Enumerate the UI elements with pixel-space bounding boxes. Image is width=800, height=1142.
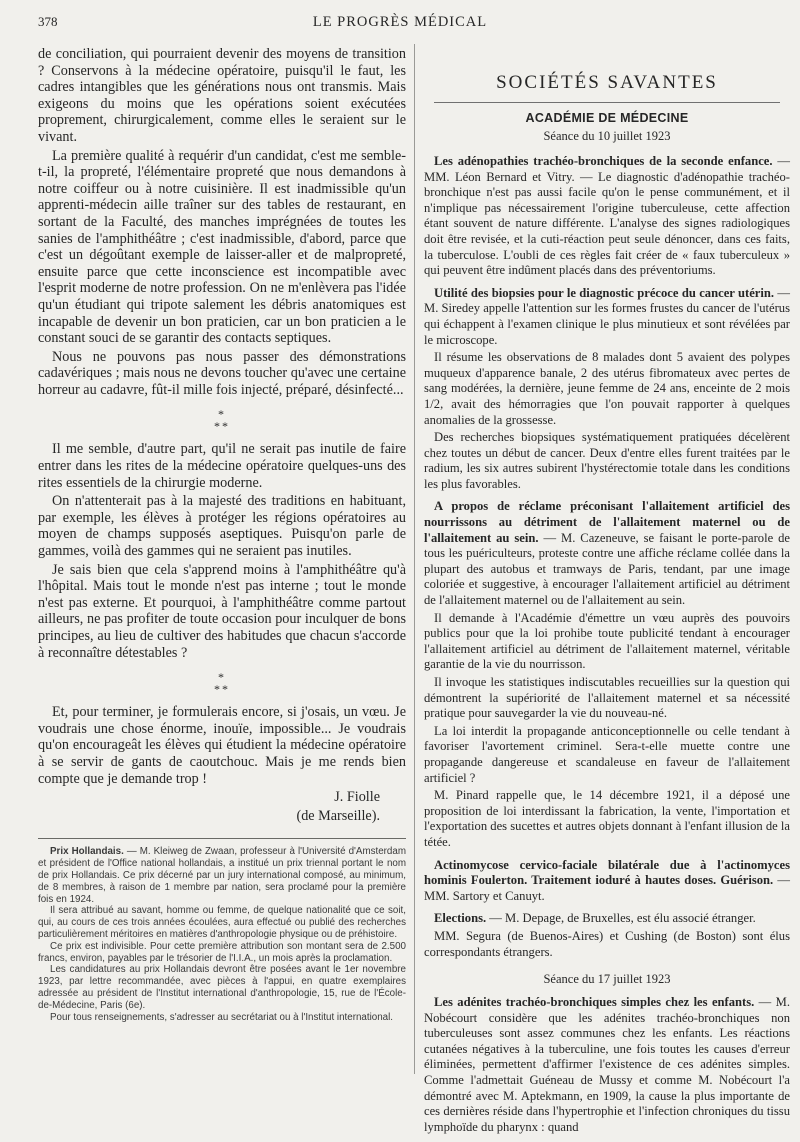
signature-name: J. Fiolle [334,789,380,806]
report-heading: Les adénites trachéo-bronchiques simples chez les enfants. [434,995,755,1010]
title-rule [434,102,780,103]
report-paragraph: La loi interdit la propagande anticonceptionnelle ou celle tendant à favoriser l'avortement criminel. Sera-t-elle muette contre une propagande dangereuse et scandaleuse en faveur de l'allaitement artificiel ? [424,723,790,785]
report-paragraph: Des recherches biopsiques systématiquement pratiquées décelèrent chez toutes un début de cancer. Deux d'entre elles furent traitées par le radium, les six autres subirent l'hystérectomie totale dans les conditions les plus favorables. [424,430,790,491]
page-number: 378 [38,14,58,29]
report-paragraph: MM. Segura (de Buenos-Aires) et Cushing (de Boston) sont élus correspondants étrangers. [424,928,790,959]
report-text: — MM. Sartory et Canuyt. [424,873,790,903]
paragraph: On n'attenterait pas à la majesté des traditions en habituant, par exemple, les élèves à protéger les régions opératoires au moyen de champs supposés aseptiques. Puisqu'on parle de gammes, voilà des gammes qui ne seraient pas inutiles. [38,493,406,560]
paragraph: Nous ne pouvons pas nous passer des démonstrations cadavériques ; mais nous ne devons toucher qu'avec une certaine horreur au cadavre, fût-il mille fois injecté, préparé, désinfecté... [38,348,406,398]
academy-heading: ACADÉMIE DE MÉDECINE [525,111,689,125]
paragraph: de conciliation, qui pourraient devenir des moyens de transition ? Conservons à la médecine opératoire, puisqu'il le faut, les cadres intangibles que les générations nous ont transmis. Mais exigeons du moins que les opérations soient exécutées proprement, chirurgicalement, comme elles le seraient sur le vivant. [38,46,406,145]
report-paragraph: Il invoque les statistiques indiscutables recueillies sur la question qui démontrent la supériorité de l'allaitement maternel et sa nécessité pratique pour sauvegarder la vie du nouveau-né. [424,675,790,721]
report-text: — MM. Léon Bernard et Vitry. — Le diagnostic d'adénopathie trachéo-bronchique n'est pas aussi facile qu'on le pense communément, et il n'implique pas nécessairement l'origine tuberculeuse, cette affection étant souvent de nature différente. L'analyse des signes radiologiques doit être revisée, et la cuti-réaction peut seule dénoncer, dans ces faits, la tuberculose. L'oubli de ces règles fait créer de « faux tuberculeux » qui peuvent être indûment placés dans des préventoriums. [424,154,790,278]
footnote-paragraph [38,846,406,905]
paragraph: Je sais bien que cela s'apprend moins à l'amphithéâtre qu'à l'hôpital. Mais tout le monde n'est pas interne ; tout le monde n'est pas externe. Et pourquoi, à l'amphithéâtre comme partout ailleurs, ne pas profiter de toute occasion pour inculquer de bons principes, au lieu de cultiver des habitudes que chacun s'accorde à reconnaître détestables ? [38,561,406,661]
report-paragraph: Il demande à l'Académie d'émettre un vœu auprès des pouvoirs publics pour que la loi prohibe toute publicité tendant à encourager l'allaitement artificiel au détriment de l'allaitement maternel, véritable garantie de la vie du nourrisson. [424,610,790,672]
session-date: Séance du 10 juillet 1923 [543,129,671,143]
footnote-paragraph: Les candidatures au prix Hollandais devront être posées avant le 1er novembre 1923, par lettre recommandée, avec pièces à l'appui, en quatre exemplaires adressée au président de l'Institut international d'anthropologie, 15, rue de l'École-de-Médecine, Paris (6e). [38,964,406,1011]
left-column [38,46,406,1023]
footnote-title: Prix Hollandais. [50,846,124,858]
asterism: * ** [214,670,230,697]
report-paragraph [424,286,790,348]
report-heading: Les adénopathies trachéo-bronchiques de la seconde enfance. [434,154,773,168]
report-paragraph [424,858,790,905]
session-date: Séance du 17 juillet 1923 [543,972,671,987]
footnote-paragraph: Il sera attribué au savant, homme ou femme, de quelque nationalité que ce soit, qui, au cours de ces trois années écoulées, aura effectué ou publié des recherches particulièrement méritoires en matières d'anthropologie physique ou de préhistoire. [38,905,406,940]
report-paragraph [424,499,790,608]
report-paragraph: M. Pinard rappelle que, le 14 décembre 1921, il a déposé une proposition de loi interdissant la fabrication, la vente, l'importation et l'exportation des sucettes et autres objets donnant à l'enfant illusion de la tétée. [424,788,790,849]
running-head: LE PROGRÈS MÉDICAL [312,14,488,30]
report-heading: Utilité des biopsies pour le diagnostic précoce du cancer utérin. [434,285,775,300]
report-text: — M. Cazeneuve, se faisant le porte-parole de tous les puériculteurs, proteste contre une affiche réclame collée dans la plupart des autobus et tramways de Paris, tendant, par une image coloriée et suggestive, à encourager l'allaitement artificiel au détriment de l'allaitement maternel ou de l'allaitement au sein. [424,530,790,608]
report-heading: Elections. [434,911,487,926]
signature-place: (de Marseille). [296,807,380,824]
footnote [38,846,406,1023]
column-divider [414,44,415,1074]
footnote-text: — M. Kleiweg de Zwaan, professeur à l'Université d'Amsterdam et président de l'Office national hollandais, a institué un prix triennal portant le nom de prix Hollandais. Ce prix décerné par un jury international composé, au minimum, de 8 membres, à raison de 1 membre par nation, sera proclamé pour la première fois en 1924. [38,846,406,905]
report-paragraph [424,995,790,1135]
report-paragraph [424,911,790,927]
paragraph: La première qualité à requérir d'un candidat, c'est me semble-t-il, la propreté, l'élémentaire propreté que nous demandons à notre coiffeur ou à notre cuisinière. Il est inadmissible qu'un apprenti-médecin aille traîner sur des tables de restaurant, en sortant de la Faculté, des manches imprégnées de toutes les sanies de l'amphithéâtre ; c'est inadmissible, d'abord, parce que c'est un dégoûtant exemple de laisser-aller et de malpropreté, ensuite parce que cette inconscience est incompatible avec l'esprit moderne de notre profession. On ne m'enlèvera pas l'idée qu'un étudiant qui tripote salement les débris anatomiques est incapable de devenir un bon praticien, car un bon praticien a le constant souci de se garantir des contacts septiques. [38,147,406,347]
paragraph: Et, pour terminer, je formulerais encore, si j'osais, un vœu. Je voudrais une chose énorme, inouïe, impossible... Je voudrais qu'on encourageât les élèves qui étudient la médecine opératoire à se servir de gants de caoutchouc. Mais je me rends bien compte que je demande trop ! [38,704,406,787]
report-heading: Actinomycose cervico-faciale bilatérale due à l'actinomyces hominis Foulerton. Traitement ioduré à hautes doses. Guérison. [424,857,790,888]
footnote-paragraph: Pour tous renseignements, s'adresser au secrétariat ou à l'Institut international. [50,1011,394,1023]
report-text: — M. Depage, de Bruxelles, est élu associé étranger. [486,911,756,926]
asterism: * ** [214,407,230,434]
paragraph: Il me semble, d'autre part, qu'il ne serait pas inutile de faire entrer dans les rites de la médecine opératoire quelques-uns des rites essentiels de la chirurgie moderne. [38,441,406,491]
report-paragraph: Il résume les observations de 8 malades dont 5 avaient des polypes muqueux d'apparence banale, 2 des utérus fibromateux avec pertes de sang modérées, la dernière, jeune femme de 24 ans, enceinte de 2 mois 1/2, avait des hémorragies que l'on pouvait rapporter à quelques anomalies de la grossesse. [424,350,790,427]
footnote-paragraph: Ce prix est indivisible. Pour cette première attribution son montant sera de 2.500 francs, environ, payables par le trésorier de l'I.I.A., un mois après la proclamation. [38,940,406,964]
report-text: — M. Nobécourt considère que les adénites trachéo-bronchiques non tuberculeuses sont assez communes chez les enfants. Les réactions cutanées négatives à la tuberculine, une fois toutes les causes d'erreur éliminées, permettent d'affirmer l'existence de ces adénites simples. Comme l'admettait Guéneau de Mussy et comme M. Nobécourt l'a démontré avec M. Aptekmann, en 1909, la cause la plus importante de ces dernières réside dans l'hypertrophie et l'infection chroniques du tissu lymphoïde du pharynx : quand [424,995,790,1134]
section-title: SOCIÉTÉS SAVANTES [496,72,718,93]
right-column [424,46,790,1142]
report-paragraph [424,154,790,279]
report-heading: A propos de réclame préconisant l'allaitement artificiel des nourrissons au détriment de l'allaitement maternel ou de l'allaitement au sein. [424,499,790,545]
footnote-rule [38,838,406,839]
report-text: — M. Siredey appelle l'attention sur les formes frustes du cancer de l'utérus qui échappent à l'examen clinique le plus minutieux et sont révélées par le microscope. [424,285,790,347]
